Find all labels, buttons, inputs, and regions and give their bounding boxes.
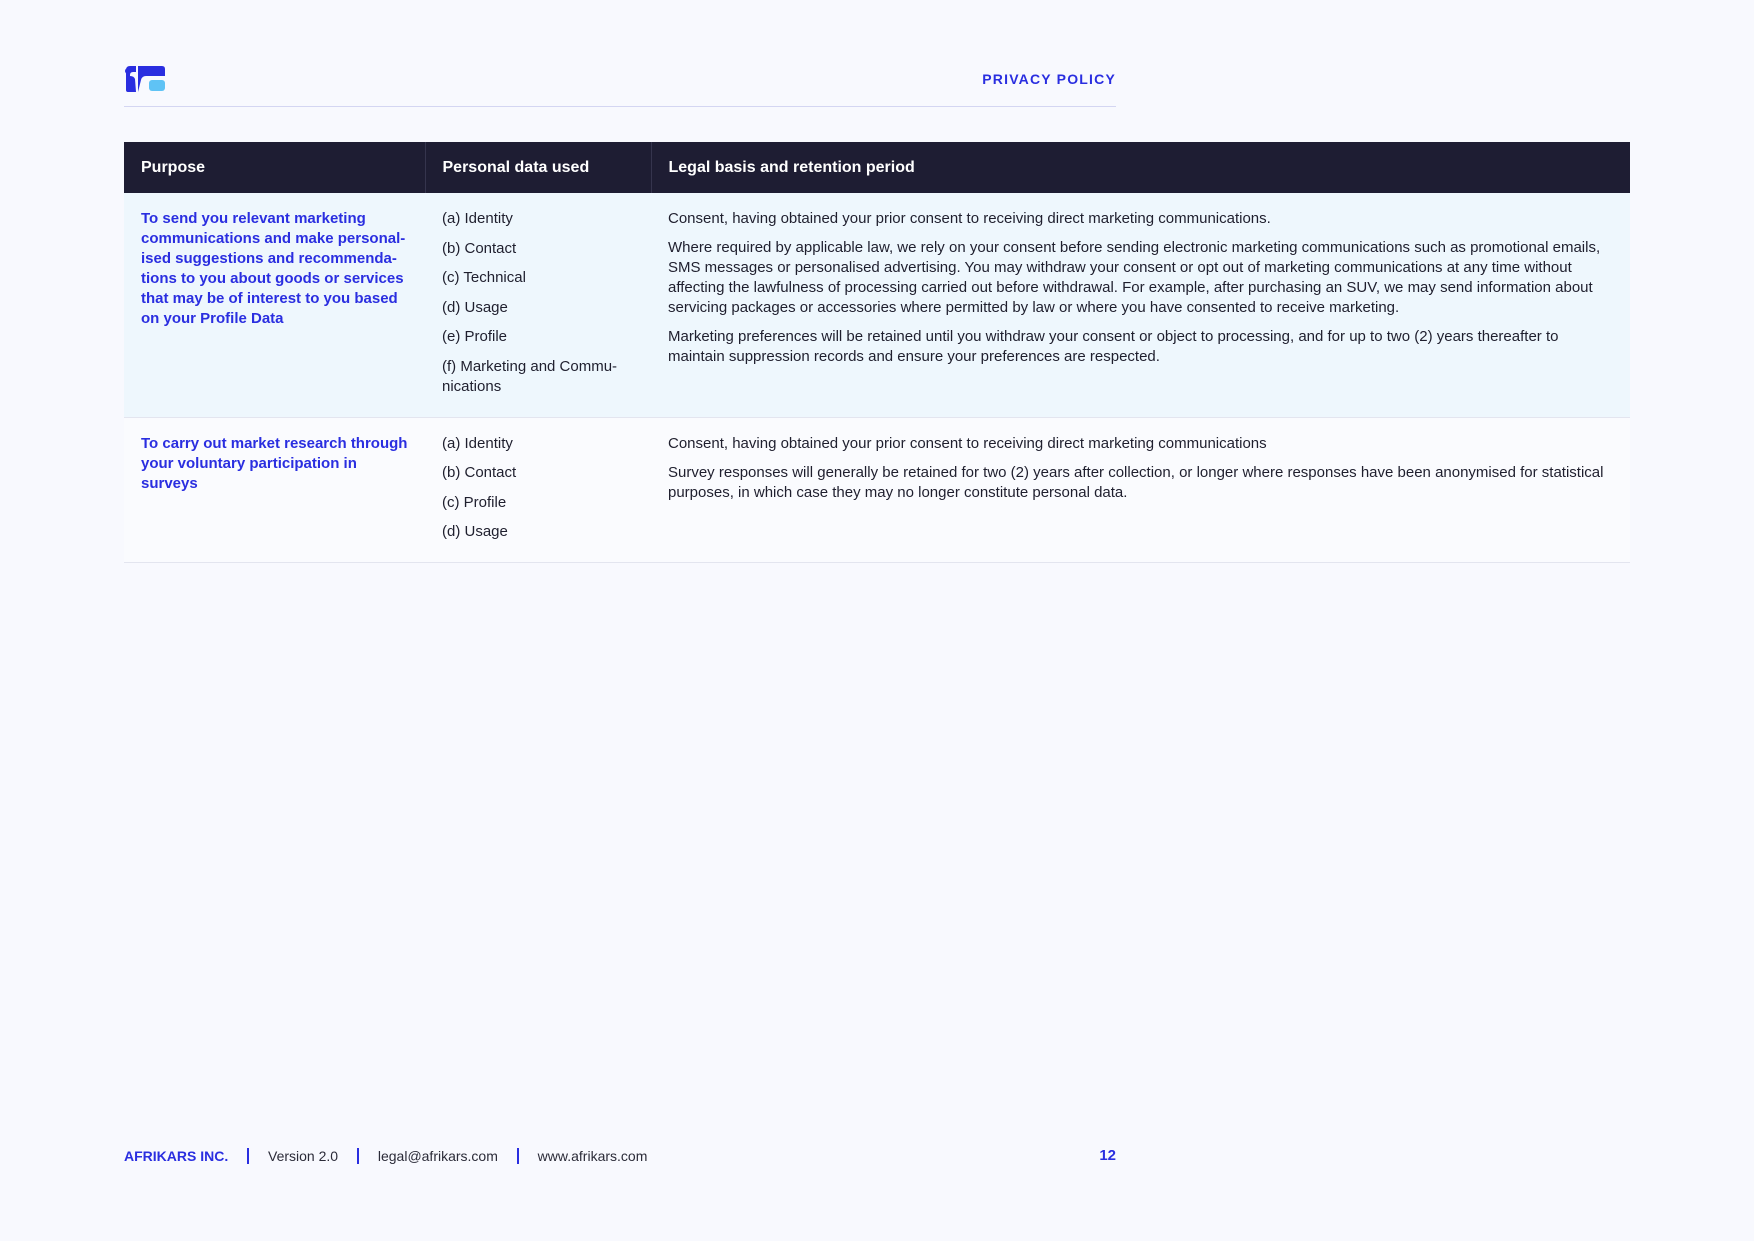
legal-basis-cell (651, 417, 1630, 563)
page-footer (124, 1144, 1116, 1168)
page-header (124, 64, 1116, 107)
purpose-cell: To carry out market research through your voluntary participation in surveys (124, 417, 425, 563)
website-link[interactable]: www.afrikars.com (537, 1148, 648, 1164)
retention-paragraph: Survey responses will generally be retained for two (2) years after collection, or longer where responses have been anonymised for statistical purposes, in which case they may no longer constitute personal data. (668, 463, 1604, 501)
document-title: PRIVACY POLICY (982, 71, 1116, 87)
data-category-item: (b) Contact (442, 464, 517, 481)
data-category-item: (a) Identity (442, 210, 513, 227)
column-header-personal-data: Personal data used (425, 142, 651, 193)
table-header-row (124, 142, 1630, 193)
brand-logo-icon (124, 64, 166, 94)
personal-data-cell (425, 193, 651, 417)
company-name: AFRIKARS INC. (124, 1148, 229, 1164)
legal-basis-paragraph: Consent, having obtained your prior consent to receiving direct marketing communications. (668, 210, 1271, 227)
legal-basis-paragraph: Consent, having obtained your prior consent to receiving direct marketing communications (668, 434, 1267, 452)
table-row (124, 193, 1630, 417)
data-category-item: (c) Technical (442, 269, 526, 286)
data-category-item: (d) Usage (442, 523, 508, 540)
footer-divider (247, 1148, 249, 1164)
purpose-cell: To send you relevant marketing communications and make personal-ised suggestions and recommenda-tions to you about goods or services that may be of interest to you based on your Profile Data (124, 193, 425, 417)
column-header-purpose: Purpose (124, 142, 425, 193)
retention-paragraph: Marketing preferences will be retained until you withdraw your consent or object to processing, and for up to two (2) years thereafter to maintain suppression records and ensure your preferences are respected. (668, 328, 1559, 365)
data-category-item: (d) Usage (442, 298, 508, 316)
data-category-item: (b) Contact (442, 239, 517, 257)
document-version: Version 2.0 (268, 1148, 339, 1164)
legal-basis-cell (651, 193, 1630, 417)
data-processing-table (124, 142, 1630, 563)
data-category-item: (a) Identity (442, 434, 513, 452)
footer-divider (357, 1148, 359, 1164)
data-category-item: (e) Profile (442, 328, 508, 345)
legal-basis-paragraph: Where required by applicable law, we rely on your consent before sending electronic marketing communications such as promotional emails, SMS messages or personalised advertising. You may withdraw your consent or opt out of marketing communications at any time without affecting the lawfulness of processing carried out before withdrawal. For example, after purchasing an SUV, we may send information about servicing packages or accessories where permitted by law or where you have consented to receive marketing. (668, 239, 1601, 316)
contact-email-link[interactable]: legal@afrikars.com (377, 1148, 498, 1164)
column-header-legal-basis: Legal basis and retention period (651, 142, 1630, 193)
personal-data-cell (425, 417, 651, 563)
table-row (124, 417, 1630, 563)
footer-divider (517, 1148, 519, 1164)
page-number: 12 (1099, 1147, 1116, 1164)
data-category-item: (c) Profile (442, 493, 507, 511)
data-category-item: (f) Marketing and Commu-nications (442, 357, 618, 395)
